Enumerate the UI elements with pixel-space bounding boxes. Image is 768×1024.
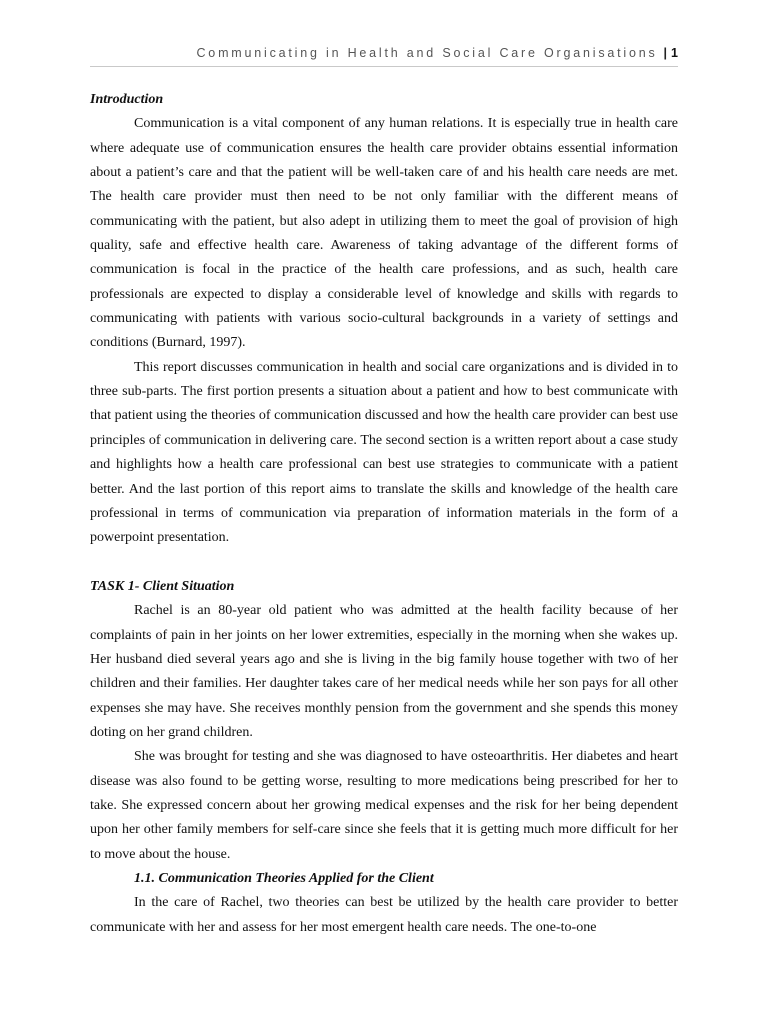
- header-title: Communicating in Health and Social Care Organisations: [196, 46, 658, 60]
- subsection-paragraph: In the care of Rachel, two theories can best be utilized by the health care provider to better communicate with her and assess for her most emergent health care needs. The one-to-one: [90, 895, 678, 935]
- running-header: [90, 46, 678, 67]
- subsection-heading: 1.1. Communication Theories Applied for the Client: [134, 871, 434, 886]
- introduction-paragraph-1: Communication is a vital component of any human relations. It is especially true in health care where adequate use of communication ensures the health care provider obtains essential information about a patient’s care and that the patient will be well-taken care of and his health care needs are met. The health care provider must then need to be not only familiar with the different means of communicating with the patient, but also adept in utilizing them to meet the goal of provision of high quality, safe and effective health care. Awareness of taking advantage of the different forms of communication is focal in the practice of the health care professions, and as such, health care professionals are expected to display a considerable level of knowledge and skills with regards to communicating with patients with various socio-cultural backgrounds in a variety of settings and conditions (Burnard, 1997).: [90, 116, 678, 351]
- task1-paragraph-2: She was brought for testing and she was diagnosed to have osteoarthritis. Her diabetes and heart disease was also found to be getting worse, resulting to more medications being prescribed for her to take. She expressed concern about her growing medical expenses and the risk for her being dependent upon her other family members for self-care since she feels that it is getting much more difficult for her to move about the house.: [90, 749, 678, 862]
- introduction-heading: Introduction: [90, 92, 164, 107]
- section-spacer: [90, 551, 678, 575]
- header-separator: |: [663, 46, 668, 60]
- task1-paragraph-1: Rachel is an 80-year old patient who was admitted at the health facility because of her complaints of pain in her joints on her lower extremities, especially in the morning when she wakes up. Her husband died several years ago and she is living in the big family house together with two of her children and their families. Her daughter takes care of her medical needs while her son pays for all other expenses she may have. She receives monthly pension from the government and she spends this money doting on her grand children.: [90, 603, 678, 740]
- task1-heading: TASK 1- Client Situation: [90, 578, 235, 594]
- document-body: [90, 88, 678, 940]
- page-number: 1: [671, 46, 678, 60]
- introduction-paragraph-2: This report discusses communication in health and social care organizations and is divided in to three sub-parts. The first portion presents a situation about a patient and how to best communicate with that patient using the theories of communication discussed and how the health care provider can best use principles of communication in delivering care. The second section is a written report about a case study and highlights how a health care professional can best use strategies to communicate with a patient better. And the last portion of this report aims to translate the skills and knowledge of the health care professional in terms of communication via preparation of information materials in the form of a powerpoint presentation.: [90, 359, 678, 546]
